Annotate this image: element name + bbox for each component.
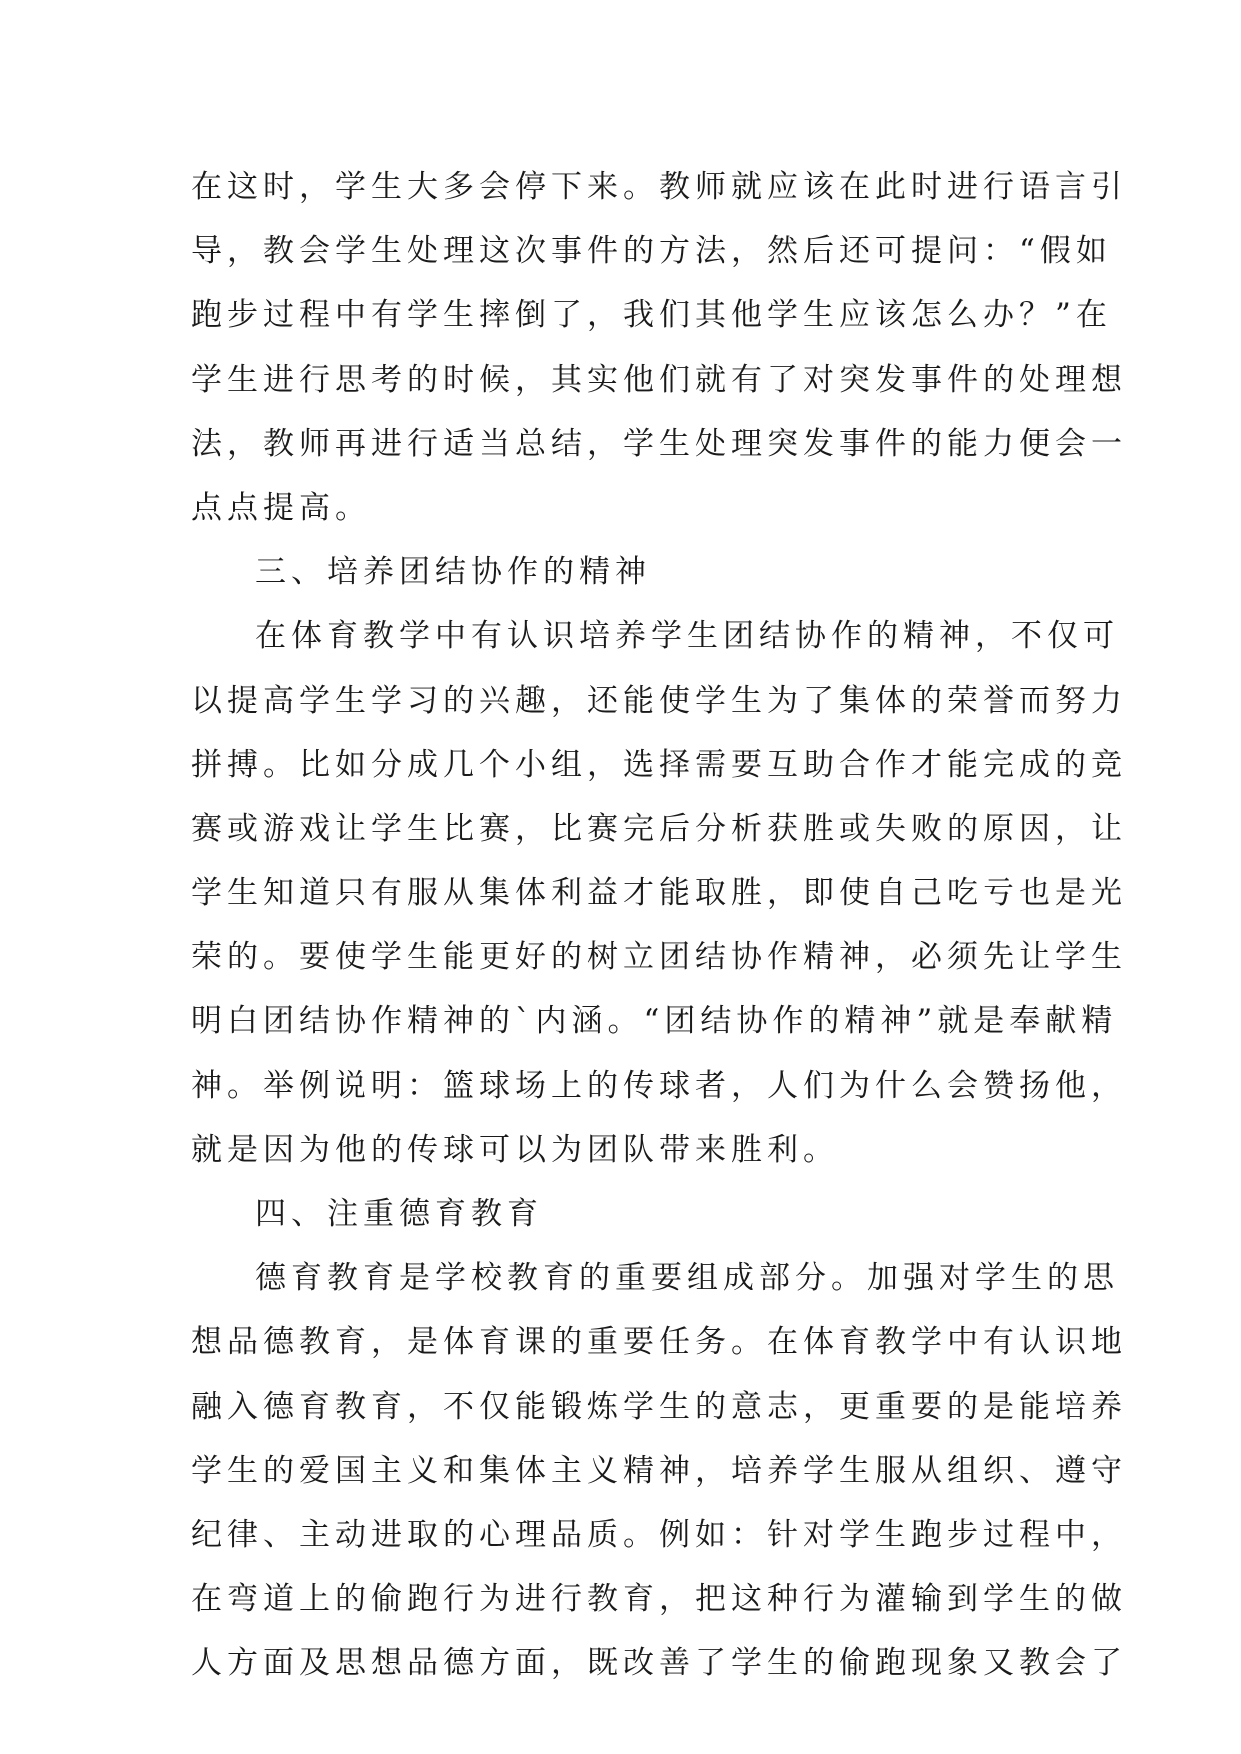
paragraph-line: 学生的爱国主义和集体主义精神，培养学生服从组织、遵守 bbox=[191, 1452, 1127, 1489]
paragraph-line: 学生知道只有服从集体利益才能取胜，即使自己吃亏也是光 bbox=[191, 875, 1127, 912]
paragraph-line: 荣的。要使学生能更好的树立团结协作精神，必须先让学生 bbox=[191, 939, 1127, 976]
paragraph-line: 想品德教育，是体育课的重要任务。在体育教学中有认识地 bbox=[191, 1324, 1127, 1361]
paragraph-line: 明白团结协作精神的`内涵。“团结协作的精神”就是奉献精 bbox=[191, 1003, 1118, 1040]
paragraph-line: 拼搏。比如分成几个小组，选择需要互助合作才能完成的竞 bbox=[191, 746, 1127, 783]
paragraph-line: 就是因为他的传球可以为团队带来胜利。 bbox=[191, 1131, 839, 1168]
paragraph-line: 纪律、主动进取的心理品质。例如：针对学生跑步过程中， bbox=[191, 1516, 1127, 1553]
paragraph-line: 德育教育是学校教育的重要组成部分。加强对学生的思 bbox=[255, 1260, 1119, 1297]
paragraph-line: 神。举例说明：篮球场上的传球者，人们为什么会赞扬他， bbox=[191, 1067, 1127, 1104]
section-heading-line: 三、培养团结协作的精神 bbox=[255, 554, 651, 591]
section-heading-line: 四、注重德育教育 bbox=[255, 1196, 543, 1232]
paragraph-line: 融入德育教育，不仅能锻炼学生的意志，更重要的是能培养 bbox=[191, 1388, 1127, 1425]
paragraph-line: 法，教师再进行适当总结，学生处理突发事件的能力便会一 bbox=[191, 425, 1127, 462]
paragraph-line: 人方面及思想品德方面，既改善了学生的偷跑现象又教会了 bbox=[191, 1645, 1127, 1682]
paragraph-line: 在这时，学生大多会停下来。教师就应该在此时进行语言引 bbox=[191, 169, 1127, 205]
paragraph-line: 赛或游戏让学生比赛，比赛完后分析获胜或失败的原因，让 bbox=[191, 810, 1127, 847]
paragraph-line: 导，教会学生处理这次事件的方法，然后还可提问：“假如 bbox=[191, 233, 1112, 270]
paragraph-line: 以提高学生学习的兴趣，还能使学生为了集体的荣誉而努力 bbox=[191, 682, 1127, 719]
paragraph-line: 在体育教学中有认识培养学生团结协作的精神，不仅可 bbox=[255, 618, 1119, 655]
paragraph-line: 学生进行思考的时候，其实他们就有了对突发事件的处理想 bbox=[191, 361, 1127, 398]
paragraph-line: 跑步过程中有学生摔倒了，我们其他学生应该怎么办？”在 bbox=[191, 297, 1112, 334]
document-body bbox=[191, 155, 1127, 1696]
paragraph-line: 在弯道上的偷跑行为进行教育，把这种行为灌输到学生的做 bbox=[191, 1581, 1127, 1618]
paragraph-line: 点点提高。 bbox=[191, 489, 371, 526]
